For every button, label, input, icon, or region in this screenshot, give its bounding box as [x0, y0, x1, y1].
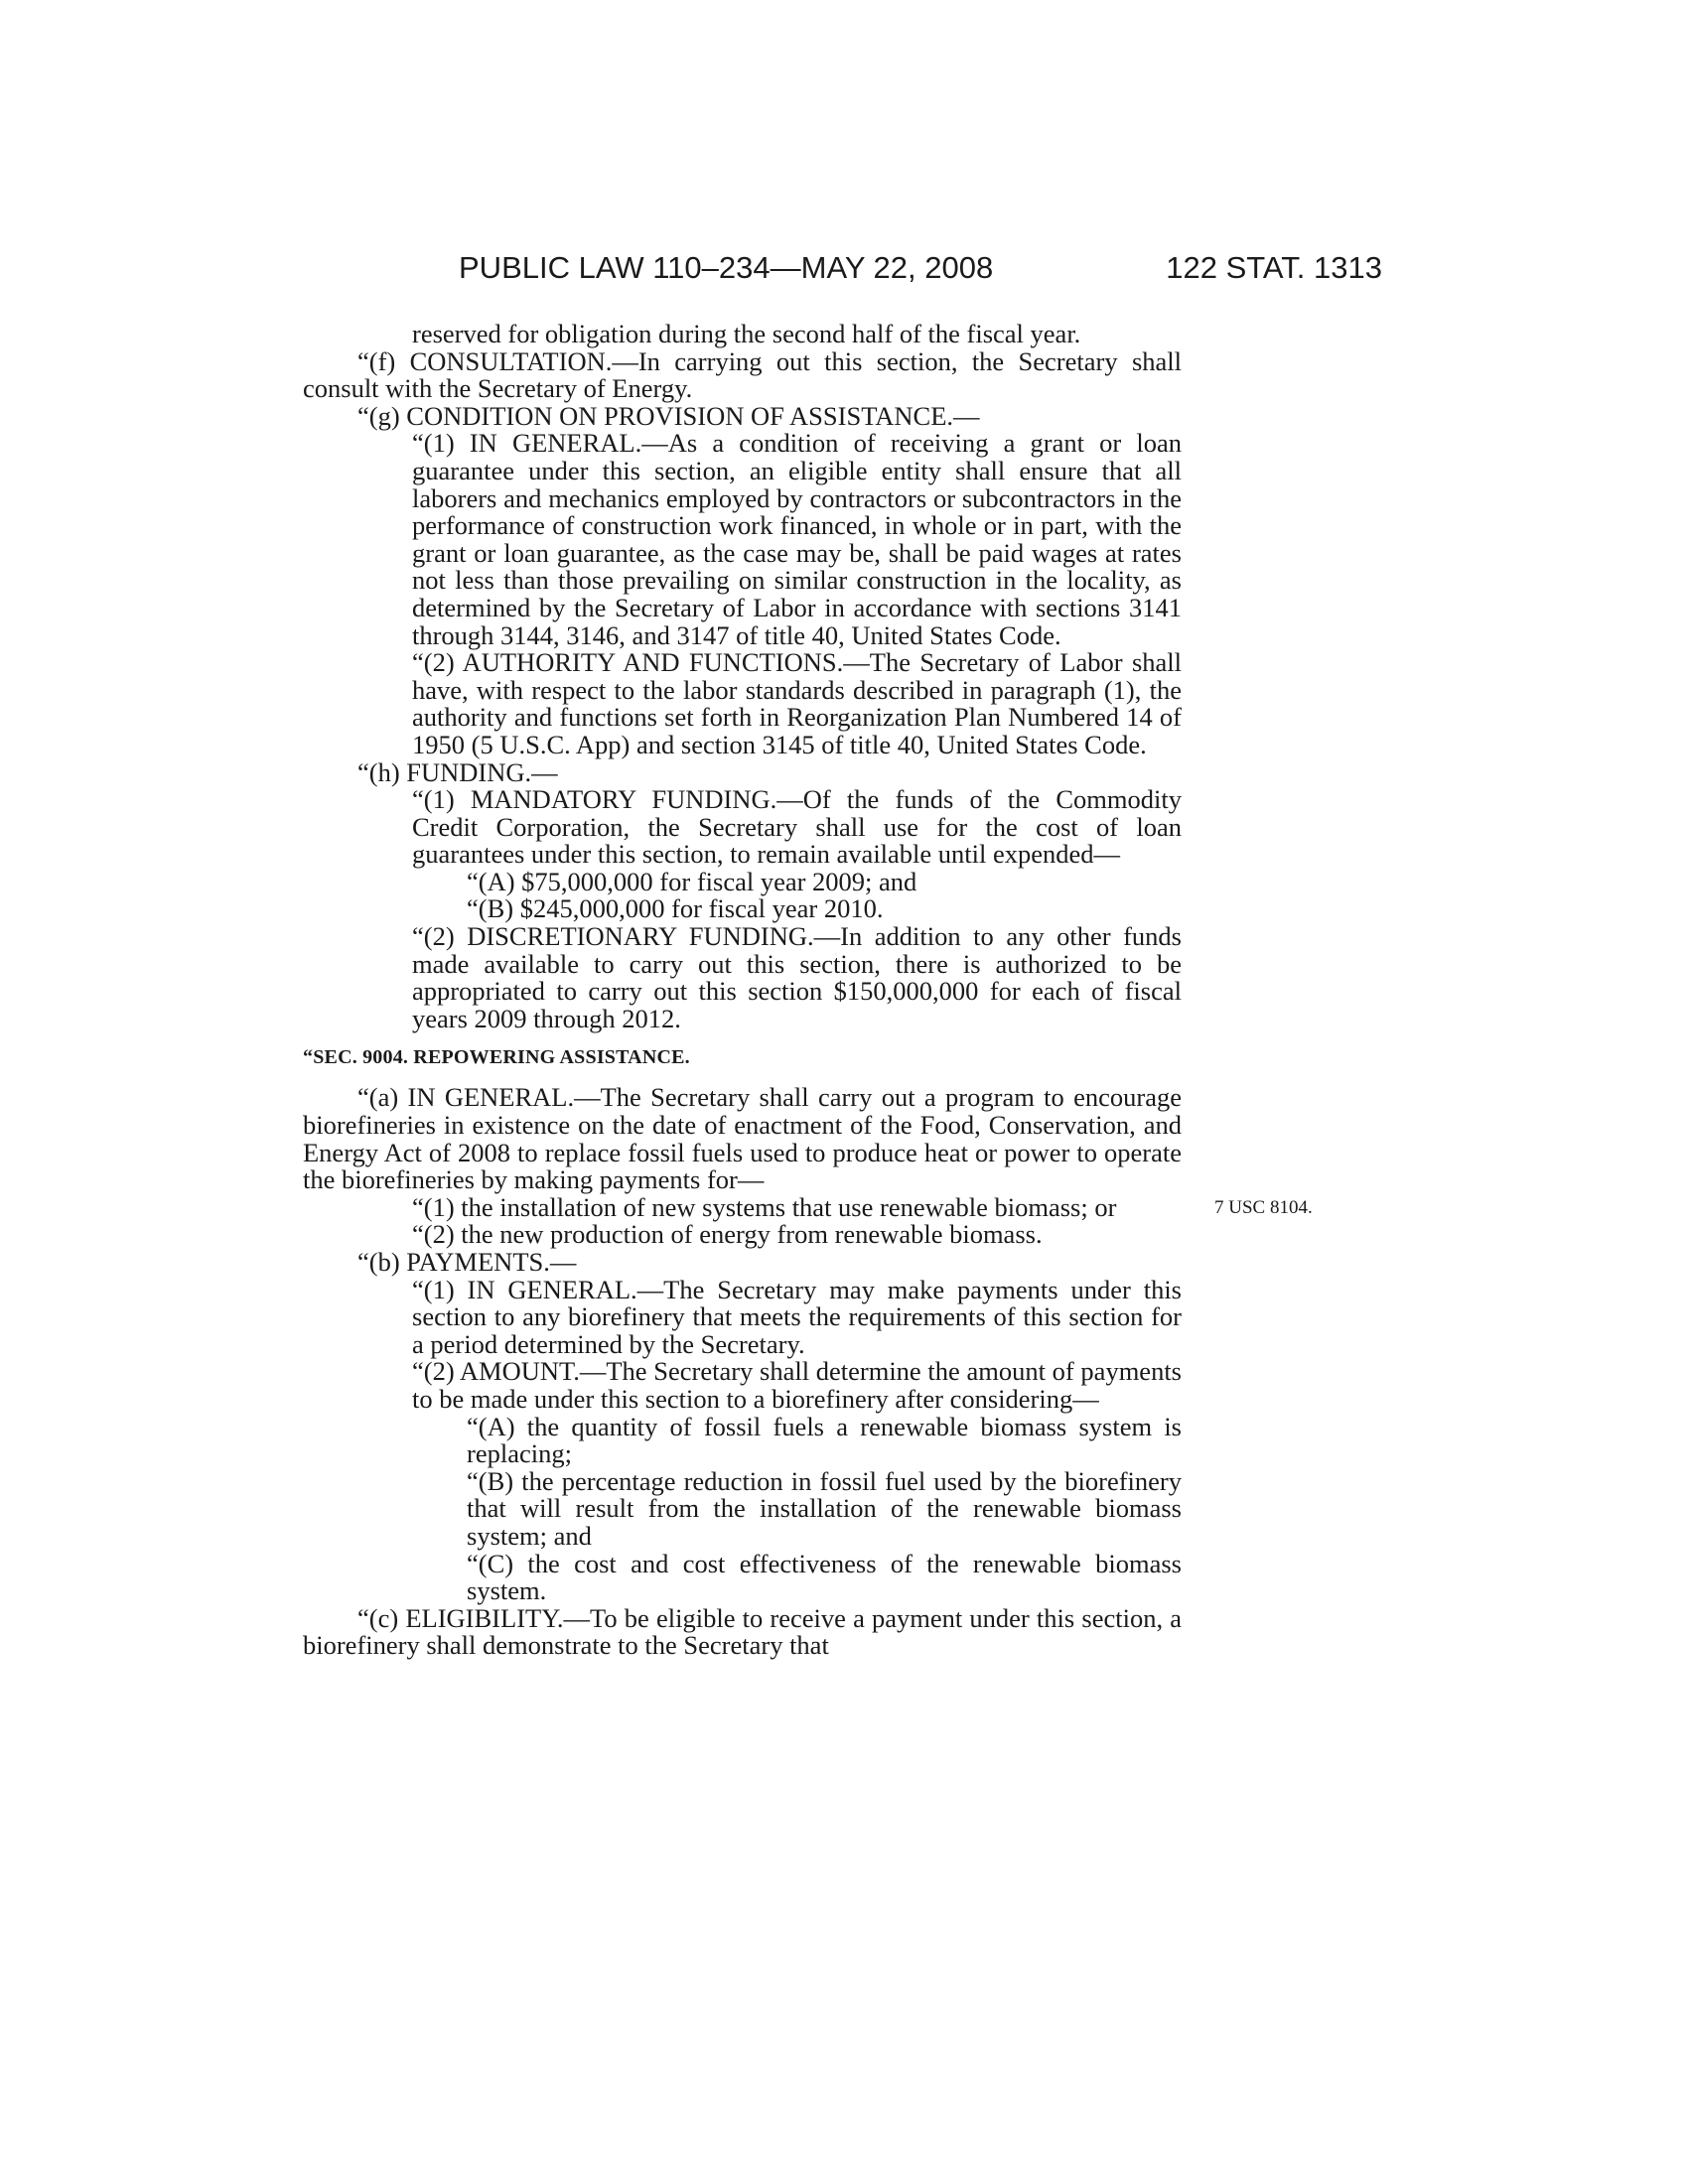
paragraph-g1: “(1) IN GENERAL.—As a condition of receiving a grant or loan guarantee under this section, an eligible entity shall ensure that all laborers and mechanics employed by contractors or subcontractors in the performance of construction work financed, in whole or in part, with the grant or loan guarantee, as the case may be, shall be paid wages at rates not less than those prevailing on similar construction in the locality, as determined by the Secretary of Labor in accordance with sections 3141 through 3144, 3146, and 3147 of title 40, United States Code. — [412, 428, 1182, 650]
paragraph-continuation: reserved for obligation during the second half of the fiscal year. — [412, 319, 1081, 348]
paragraph-b1: “(1) IN GENERAL.—The Secretary may make payments under this section to any biorefinery that meets the requirements of this section for a period determined by the Secretary. — [412, 1274, 1182, 1359]
paragraph-b2: “(2) AMOUNT.—The Secretary shall determine the amount of payments to be made under this section to a biorefinery after considering— — [412, 1356, 1182, 1414]
paragraph-a1: “(1) the installation of new systems that use renewable biomass; or — [412, 1191, 1117, 1222]
subparagraph-h1-b: “(B) $245,000,000 for fiscal year 2010. — [467, 893, 884, 924]
subsection-f: “(f) CONSULTATION.—In carrying out this section, the Secretary shall consult with the Secretary of Energy. — [303, 345, 1182, 404]
subsection-b-heading: “(b) PAYMENTS.— — [357, 1247, 577, 1277]
subsection-c: “(c) ELIGIBILITY.—To be eligible to receive a payment under this section, a biorefinery shall demonstrate to the Secretary that — [303, 1602, 1182, 1661]
paragraph-h2: “(2) DISCRETIONARY FUNDING.—In addition to any other funds made available to carry out this section, there is authorized to be appropriated to carry out this section $150,000,000 for each of fiscal years 2009 through 2012. — [412, 921, 1182, 1033]
paragraph-a2: “(2) the new production of energy from renewable biomass. — [412, 1219, 1043, 1250]
page-header — [459, 248, 1382, 288]
paragraph-h1: “(1) MANDATORY FUNDING.—Of the funds of the Commodity Credit Corporation, the Secretary shall use for the cost of loan guarantees under this section, to remain available until expended— — [412, 784, 1182, 870]
margin-note-usc: 7 USC 8104. — [1214, 1197, 1313, 1218]
subparagraph-b2-c: “(C) the cost and cost effectiveness of the renewable biomass system. — [467, 1548, 1182, 1606]
subparagraph-h1-a: “(A) $75,000,000 for fiscal year 2009; and — [467, 866, 917, 896]
subparagraph-b2-a: “(A) the quantity of fossil fuels a renewable biomass system is replacing; — [467, 1411, 1182, 1469]
subparagraph-b2-b: “(B) the percentage reduction in fossil fuel used by the biorefinery that will result from the installation of the renewable biomass system; and — [467, 1465, 1182, 1551]
running-head: PUBLIC LAW 110–234—MAY 22, 2008 — [459, 250, 994, 285]
page-citation: 122 STAT. 1313 — [1166, 250, 1382, 285]
section-heading: “SEC. 9004. REPOWERING ASSISTANCE. — [303, 1046, 690, 1069]
subsection-g-heading: “(g) CONDITION ON PROVISION OF ASSISTANCE.— — [357, 400, 980, 431]
subsection-a: “(a) IN GENERAL.—The Secretary shall carry out a program to encourage biorefineries in existence on the date of enactment of the Food, Conservation, and Energy Act of 2008 to replace fossil fuels used to produce heat or power to operate the biorefineries by making payments for— — [303, 1082, 1182, 1195]
document-body — [303, 321, 1182, 1660]
subsection-h-heading: “(h) FUNDING.— — [357, 756, 558, 787]
paragraph-g2: “(2) AUTHORITY AND FUNCTIONS.—The Secretary of Labor shall have, with respect to the labor standards described in paragraph (1), the authority and functions set forth in Reorganization Plan Numbered 14 of 1950 (5 U.S.C. App) and section 3145 of title 40, United States Code. — [412, 647, 1182, 759]
